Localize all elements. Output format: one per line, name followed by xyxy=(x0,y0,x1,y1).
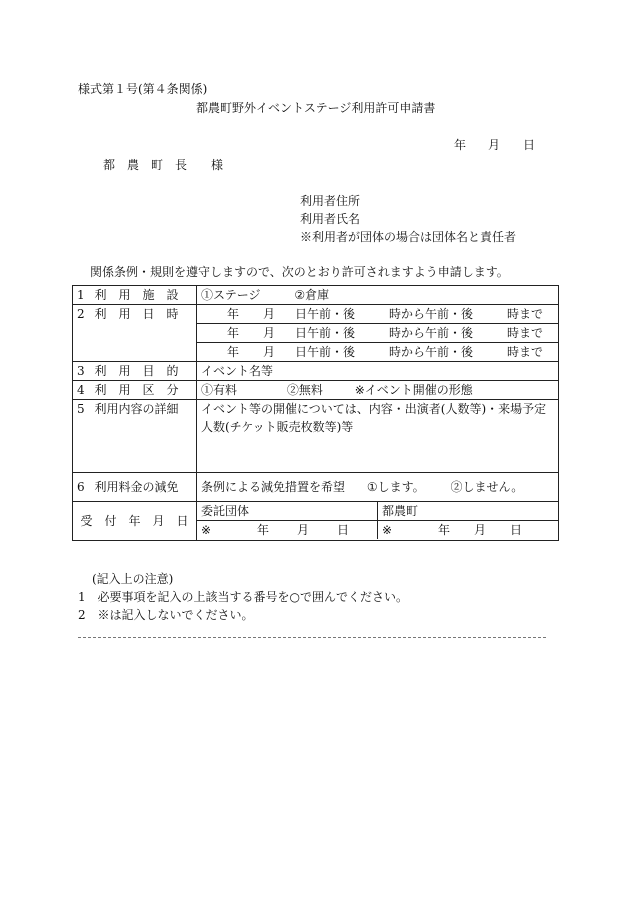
category-option-free[interactable]: ②無料 xyxy=(286,383,323,397)
reception-right-date[interactable] xyxy=(378,521,558,539)
details-label: 利用内容の詳細 xyxy=(94,402,179,416)
row-dates xyxy=(73,305,559,324)
details-hint-line1: イベント等の開催については、内容・出演者(人数等)・来場予定 xyxy=(201,402,547,416)
reception-value-cell xyxy=(197,502,559,541)
form-number: 様式第１号(第４条関係) xyxy=(78,82,208,96)
row-reception xyxy=(73,502,559,541)
date-2-from: 時から午前・後 xyxy=(389,326,474,340)
date-year: 年 xyxy=(454,138,467,152)
reception-label-cell xyxy=(73,502,197,541)
date-2-year: 年 xyxy=(227,326,240,340)
reception-left-year: 年 xyxy=(257,523,270,537)
reception-right-mark: ※ xyxy=(382,523,393,537)
note-2 xyxy=(78,608,253,622)
date-1-year: 年 xyxy=(227,307,240,321)
date-3-year: 年 xyxy=(227,345,240,359)
date-1-from: 時から午前・後 xyxy=(389,307,474,321)
reduction-label-cell xyxy=(73,473,197,502)
date-row-3[interactable] xyxy=(197,343,559,362)
category-value-cell xyxy=(197,381,559,400)
note-2-num: 2 xyxy=(78,608,86,622)
category-note: ※イベント開催の形態 xyxy=(354,383,473,397)
reception-left-month: 月 xyxy=(297,523,310,537)
reception-left xyxy=(197,502,377,539)
purpose-value-cell[interactable] xyxy=(197,362,559,381)
note-2-text: ※は記入しないでください。 xyxy=(97,608,254,622)
row-category xyxy=(73,381,559,400)
reduction-label: 利用料金の減免 xyxy=(94,480,179,494)
application-form-table xyxy=(72,285,559,541)
applicant-name-label: 利用者氏名 xyxy=(300,212,361,226)
note-1-num: 1 xyxy=(78,590,86,604)
dates-num: 2 xyxy=(77,307,85,321)
facility-num: 1 xyxy=(77,288,85,302)
dates-label: 利 用 日 時 xyxy=(94,307,179,321)
details-hint-line2: 人数(チケット販売枚数等)等 xyxy=(201,420,354,434)
reception-label: 受 付 年 月 日 xyxy=(80,514,189,528)
date-month: 月 xyxy=(488,138,501,152)
date-3-to: 時まで xyxy=(507,345,544,359)
reduction-text: 条例による減免措置を希望 xyxy=(201,480,346,494)
reception-right-header: 都農町 xyxy=(378,502,558,521)
facility-label: 利 用 施 設 xyxy=(94,288,179,302)
facility-option-storage[interactable]: ②倉庫 xyxy=(294,288,330,302)
reception-right-year: 年 xyxy=(438,523,451,537)
facility-label-cell xyxy=(73,286,197,305)
page-title: 都農町野外イベントステージ利用許可申請書 xyxy=(196,101,436,115)
date-2-to: 時まで xyxy=(507,326,544,340)
category-label: 利 用 区 分 xyxy=(94,383,179,397)
reduction-option-no[interactable]: ②しません。 xyxy=(450,480,524,494)
row-reduction xyxy=(73,473,559,502)
dates-label-cell xyxy=(73,305,197,362)
purpose-num: 3 xyxy=(77,364,85,378)
applicant-note: ※利用者が団体の場合は団体名と責任者 xyxy=(300,230,517,244)
date-2-month: 月 xyxy=(263,326,276,340)
date-3-from: 時から午前・後 xyxy=(389,345,474,359)
reduction-value-cell xyxy=(197,473,559,502)
date-1-month: 月 xyxy=(263,307,276,321)
reception-left-mark: ※ xyxy=(201,523,212,537)
reception-left-day: 日 xyxy=(337,523,350,537)
date-2-day: 日午前・後 xyxy=(295,326,356,340)
row-facility xyxy=(73,286,559,305)
details-value-cell[interactable] xyxy=(197,400,559,473)
notes-heading: (記入上の注意) xyxy=(92,572,174,586)
note-1 xyxy=(78,590,408,604)
date-row-1[interactable] xyxy=(197,305,559,324)
reception-right-day: 日 xyxy=(510,523,523,537)
facility-option-stage[interactable]: ①ステージ xyxy=(201,288,261,302)
facility-value-cell xyxy=(197,286,559,305)
row-details xyxy=(73,400,559,473)
category-label-cell xyxy=(73,381,197,400)
cut-line-divider xyxy=(78,637,546,638)
reception-left-date[interactable] xyxy=(197,521,377,539)
reduction-option-yes[interactable]: ①します。 xyxy=(366,480,425,494)
category-num: 4 xyxy=(77,383,85,397)
details-num: 5 xyxy=(77,402,85,416)
date-1-to: 時まで xyxy=(507,307,544,321)
addressee: 都 農 町 長 様 xyxy=(103,158,224,172)
category-option-paid[interactable]: ①有料 xyxy=(201,383,238,397)
date-row-2[interactable] xyxy=(197,324,559,343)
note-1-text: 必要事項を記入の上該当する番号を○で囲んでください。 xyxy=(97,590,408,604)
purpose-hint: イベント名等 xyxy=(201,364,274,378)
purpose-label-cell xyxy=(73,362,197,381)
date-1-day: 日午前・後 xyxy=(295,307,356,321)
date-3-day: 日午前・後 xyxy=(295,345,356,359)
row-purpose xyxy=(73,362,559,381)
reception-right xyxy=(377,502,558,539)
applicant-address-label: 利用者住所 xyxy=(300,194,361,208)
purpose-label: 利 用 目 的 xyxy=(94,364,179,378)
date-day: 日 xyxy=(523,138,536,152)
reception-right-month: 月 xyxy=(474,523,487,537)
date-3-month: 月 xyxy=(263,345,276,359)
details-label-cell xyxy=(73,400,197,473)
reception-left-header: 委託団体 xyxy=(197,502,377,521)
reduction-num: 6 xyxy=(77,480,85,494)
intro-text: 関係条例・規則を遵守しますので、次のとおり許可されますよう申請します。 xyxy=(90,265,509,279)
